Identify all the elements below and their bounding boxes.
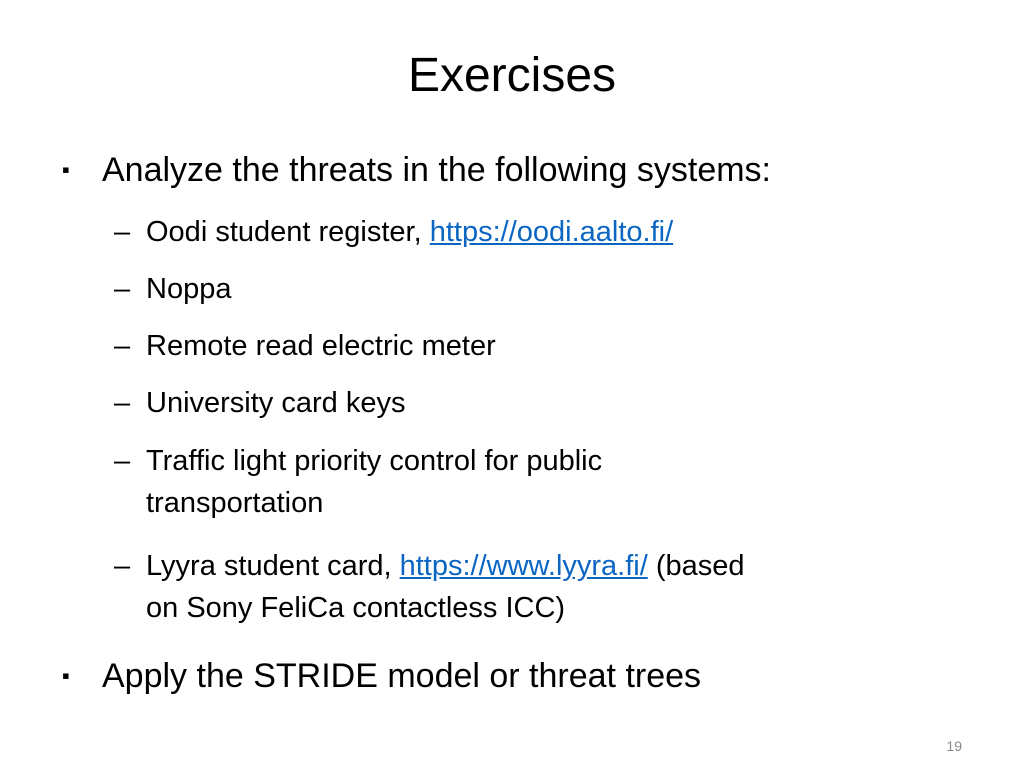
subitem-text: Noppa [146,273,232,305]
dash-marker: – [114,550,131,582]
bullet-text: Analyze the threats in the following systems: [102,151,771,189]
subitem-text: Remote read electric meter [146,330,496,362]
subitem-prefix: Oodi student register, [146,216,430,248]
subitem-prefix: Lyyra student card, [146,550,400,582]
dash-marker: – [114,445,131,477]
page-number: 19 [946,738,962,754]
dash-marker: – [114,387,131,419]
subitem-line-2: transportation [146,487,324,519]
square-bullet-icon: ▪ [62,663,70,688]
oodi-link[interactable]: https://oodi.aalto.fi/ [429,216,674,248]
subitem-text [146,211,926,253]
subitem-text [146,440,926,524]
square-bullet-icon: ▪ [62,157,70,182]
subitem-suffix: (based [647,550,745,582]
lyyra-link[interactable]: https://www.lyyra.fi/ [399,550,648,582]
dash-marker: – [114,273,131,305]
dash-marker: – [114,330,131,362]
subitem-text: University card keys [146,387,406,419]
dash-marker: – [114,216,131,248]
subitem-line-1: Traffic light priority control for public [146,445,603,477]
subitem-line-2: on Sony FeliCa contactless ICC) [146,592,566,624]
subitem-text [146,545,926,629]
slide-title: Exercises [407,49,617,102]
bullet-text: Apply the STRIDE model or threat trees [102,657,702,695]
